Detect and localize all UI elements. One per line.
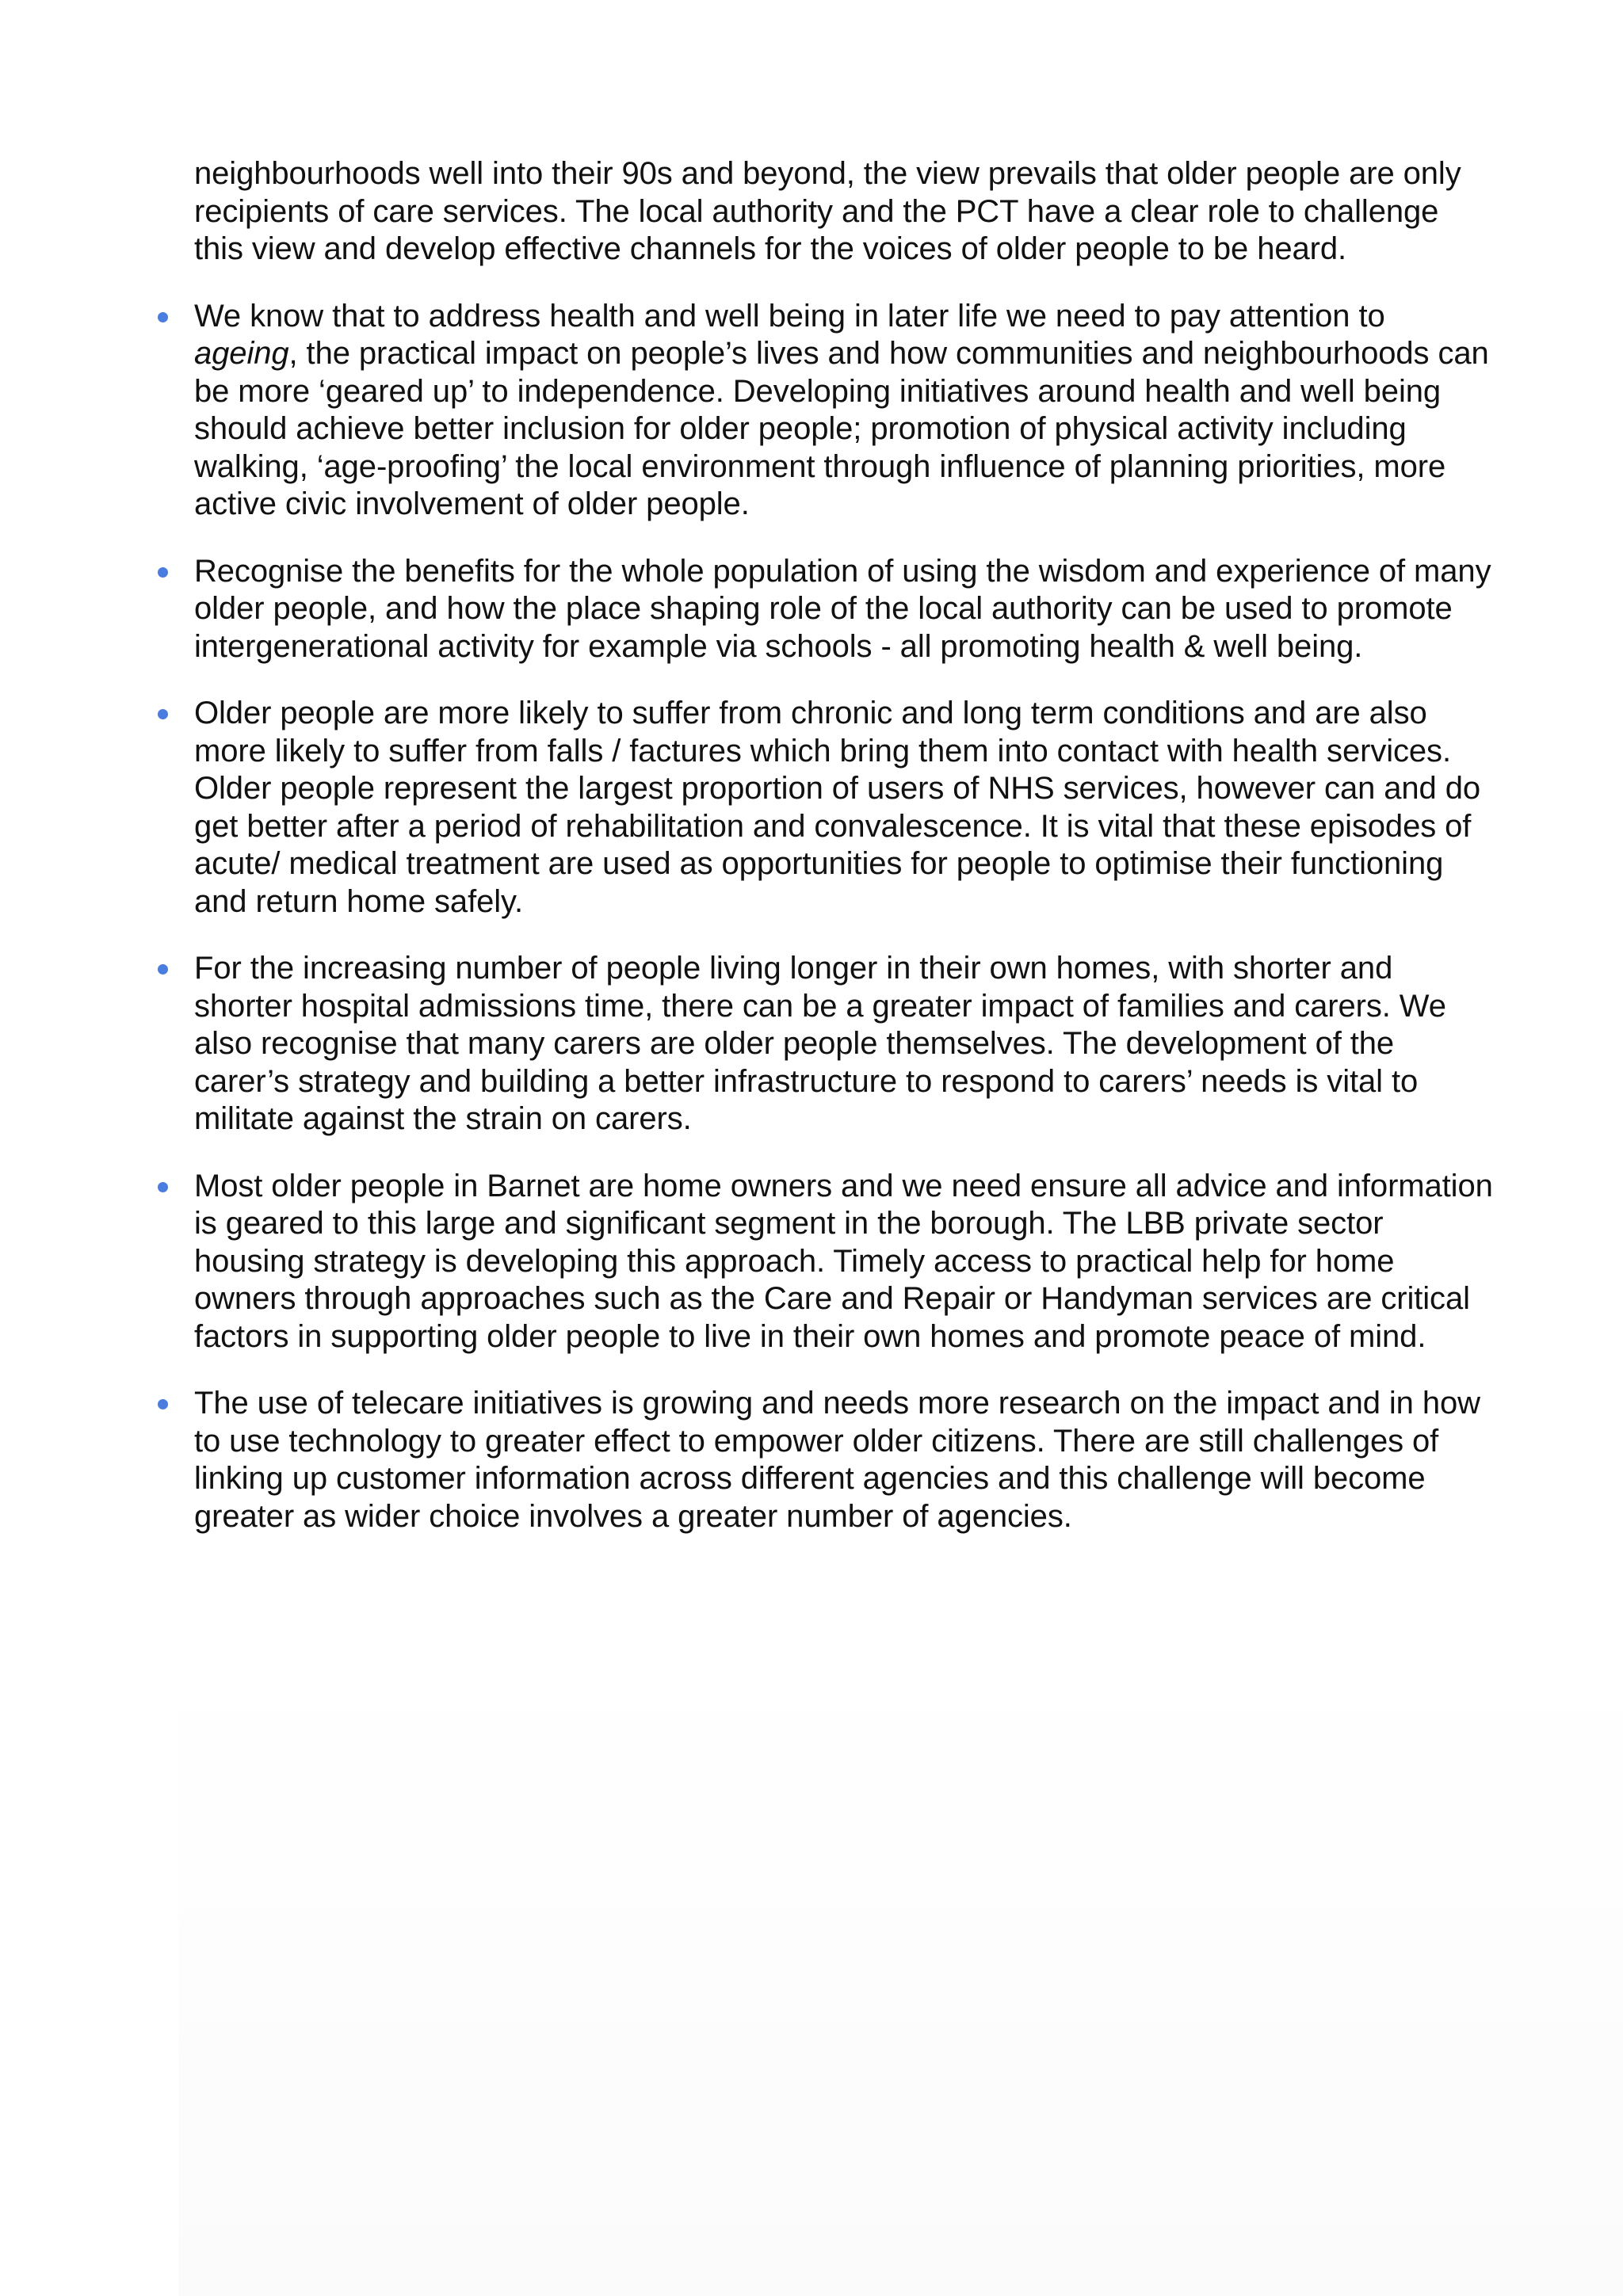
bullet-icon <box>158 567 168 578</box>
list-item-text: Older people are more likely to suffer from chronic and long term conditions and are also more likely to suffer from falls / factures which bring them into contact with health services. Older people represent the largest proportion of users of NHS services, however can and do get better after a period of rehabilitation and convalescence. It is vital that these episodes of acute/ medical treatment are used as opportunities for people to optimise their functioning and return home safely. <box>194 696 1480 919</box>
bullet-icon <box>158 1399 168 1409</box>
bullet-icon <box>158 312 168 322</box>
list-item <box>194 553 1494 666</box>
bullet-icon <box>158 709 168 719</box>
list-item-text: Most older people in Barnet are home owners and we need ensure all advice and information is geared to this large and significant segment in the borough. The LBB private sector housing strategy is developing this approach. Timely access to practical help for home owners through approaches such as the Care and Repair or Handyman services are critical factors in supporting older people to live in their own homes and promote peace of mind. <box>194 1168 1493 1354</box>
list-item <box>194 1385 1494 1535</box>
intro-paragraph: neighbourhoods well into their 90s and beyond, the view prevails that older people are only recipients of care services. The local authority and the PCT have a clear role to challenge this view and develop effective channels for the voices of older people to be heard. <box>194 156 1461 266</box>
list-item-text: Recognise the benefits for the whole population of using the wisdom and experience of many older people, and how the place shaping role of the local authority can be used to promote intergenerational activity for example via schools - all promoting health & well being. <box>194 553 1491 664</box>
list-item-text: For the increasing number of people living longer in their own homes, with shorter and shorter hospital admissions time, there can be a greater impact of families and carers. We also recognise that many carers are older people themselves. The development of the carer’s strategy and building a better infrastructure to respond to carers’ needs is vital to militate against the strain on carers. <box>194 951 1446 1136</box>
list-item <box>194 298 1494 524</box>
list-item <box>194 695 1494 921</box>
bullet-icon <box>158 1182 168 1192</box>
document-body <box>194 155 1494 1565</box>
list-item <box>194 950 1494 1138</box>
list-item-text: We know that to address health and well being in later life we need to pay attention to ageing, the practical impact on people’s lives and how communities and neighbourhoods can be more ‘geared up’ to independence. Developing initiatives around health and well being should achieve better inclusion for older people; promotion of physical activity including walking, ‘age-proofing’ the local environment through influence of planning priorities, more active civic involvement of older people. <box>194 298 1489 521</box>
list-item <box>194 1168 1494 1356</box>
page-shade <box>178 1648 1623 2296</box>
bullet-icon <box>158 964 168 974</box>
list-item-text: The use of telecare initiatives is growing and needs more research on the impact and in how to use technology to greater effect to empower older citizens. There are still challenges of linking up customer information across different agencies and this challenge will become greater as wider choice involves a greater number of agencies. <box>194 1386 1480 1534</box>
emphasis-text: ageing <box>194 336 289 371</box>
